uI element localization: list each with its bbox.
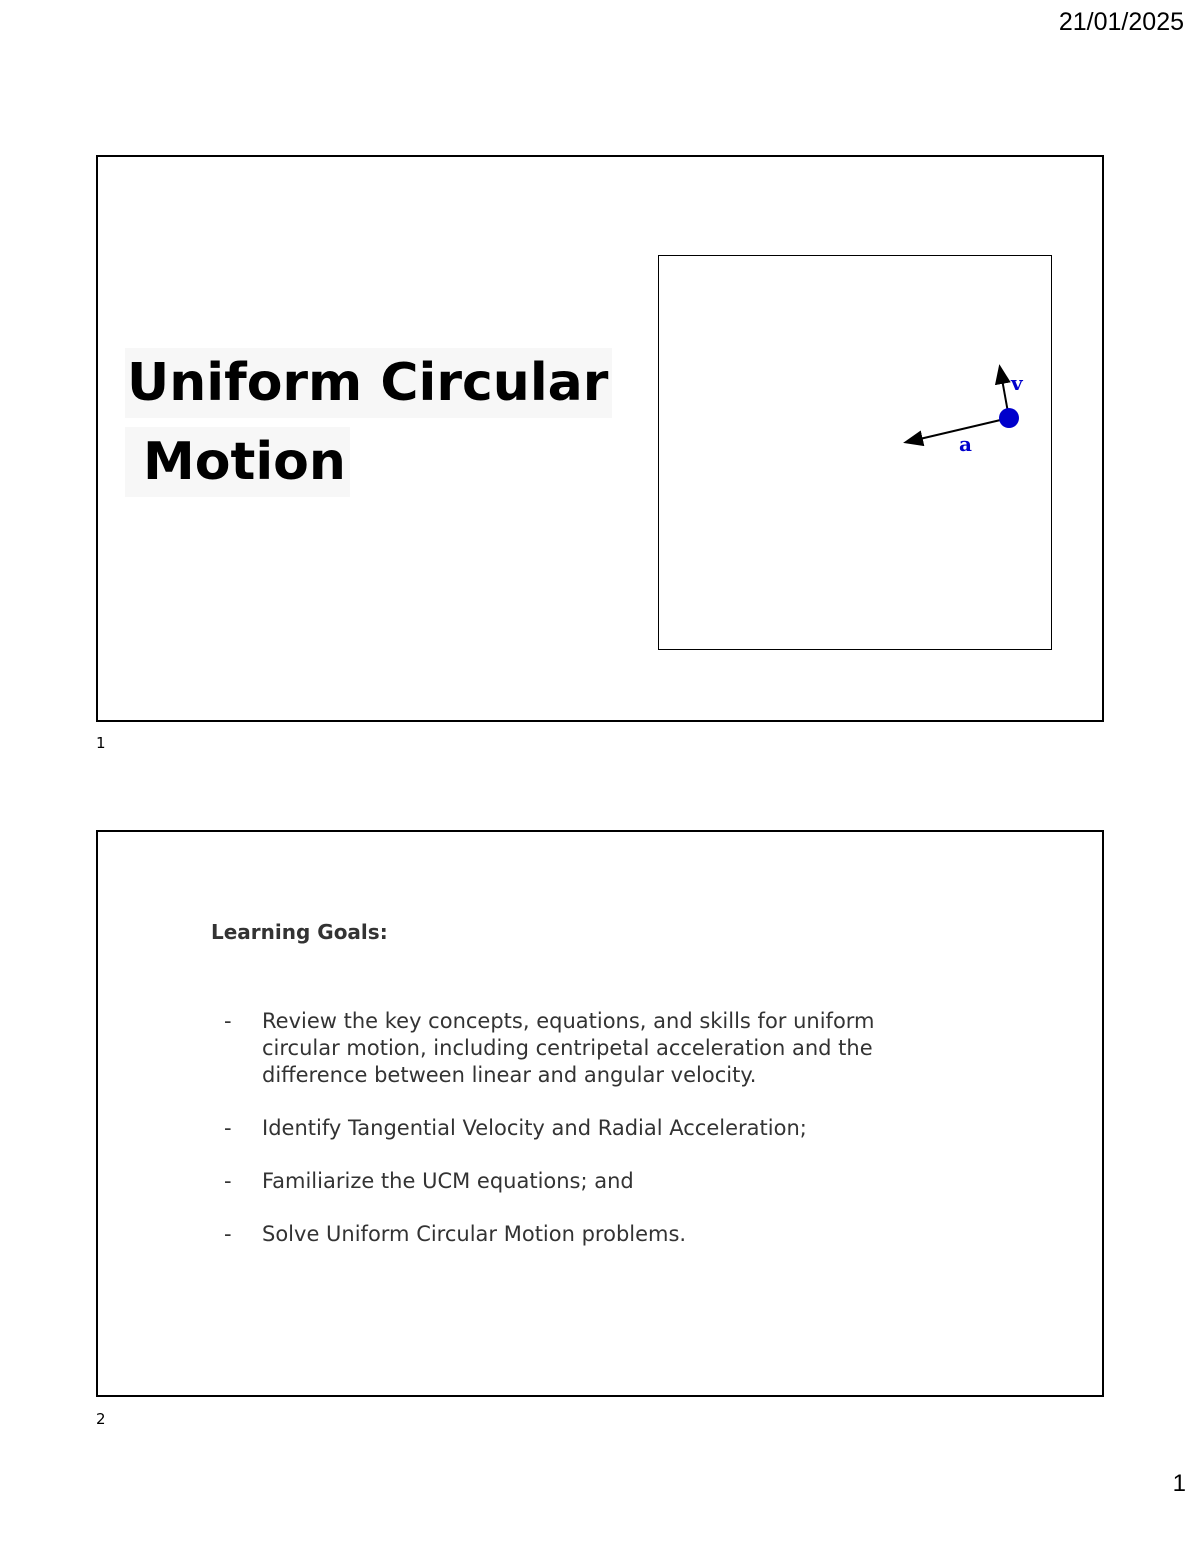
list-item xyxy=(224,1115,944,1142)
bullet-dash: - xyxy=(224,1009,232,1033)
bullet-dash: - xyxy=(224,1169,232,1193)
learning-goals-list xyxy=(224,1008,944,1274)
bullet-dash: - xyxy=(224,1116,232,1140)
circular-motion-svg xyxy=(659,256,1051,649)
print-date: 21/01/2025 xyxy=(1058,8,1184,36)
learning-goals-heading: Learning Goals: xyxy=(211,920,388,944)
slide-number-1: 1 xyxy=(96,734,106,752)
slide-1 xyxy=(96,155,1104,722)
page-number: 1 xyxy=(1172,1470,1186,1497)
slide-title-line-1: Uniform Circular xyxy=(125,348,612,418)
slide-number-2: 2 xyxy=(96,1410,106,1428)
moving-object-dot xyxy=(999,408,1019,428)
list-item xyxy=(224,1168,944,1195)
goal-text: Familiarize the UCM equations; and xyxy=(262,1169,634,1193)
goal-text: Review the key concepts, equations, and skills for uniform circular motion, including centripetal acceleration and the difference between linear and angular velocity. xyxy=(262,1009,875,1087)
bullet-dash: - xyxy=(224,1222,232,1246)
slide-title-line-2: Motion xyxy=(125,427,350,497)
list-item xyxy=(224,1221,944,1248)
list-item xyxy=(224,1008,944,1089)
acceleration-vector-arrow xyxy=(907,418,1009,442)
acceleration-label: a xyxy=(959,432,972,456)
slide-2 xyxy=(96,830,1104,1397)
goal-text: Identify Tangential Velocity and Radial Acceleration; xyxy=(262,1116,807,1140)
velocity-label: v xyxy=(1011,371,1023,395)
goal-text: Solve Uniform Circular Motion problems. xyxy=(262,1222,687,1246)
circular-motion-diagram xyxy=(658,255,1052,650)
